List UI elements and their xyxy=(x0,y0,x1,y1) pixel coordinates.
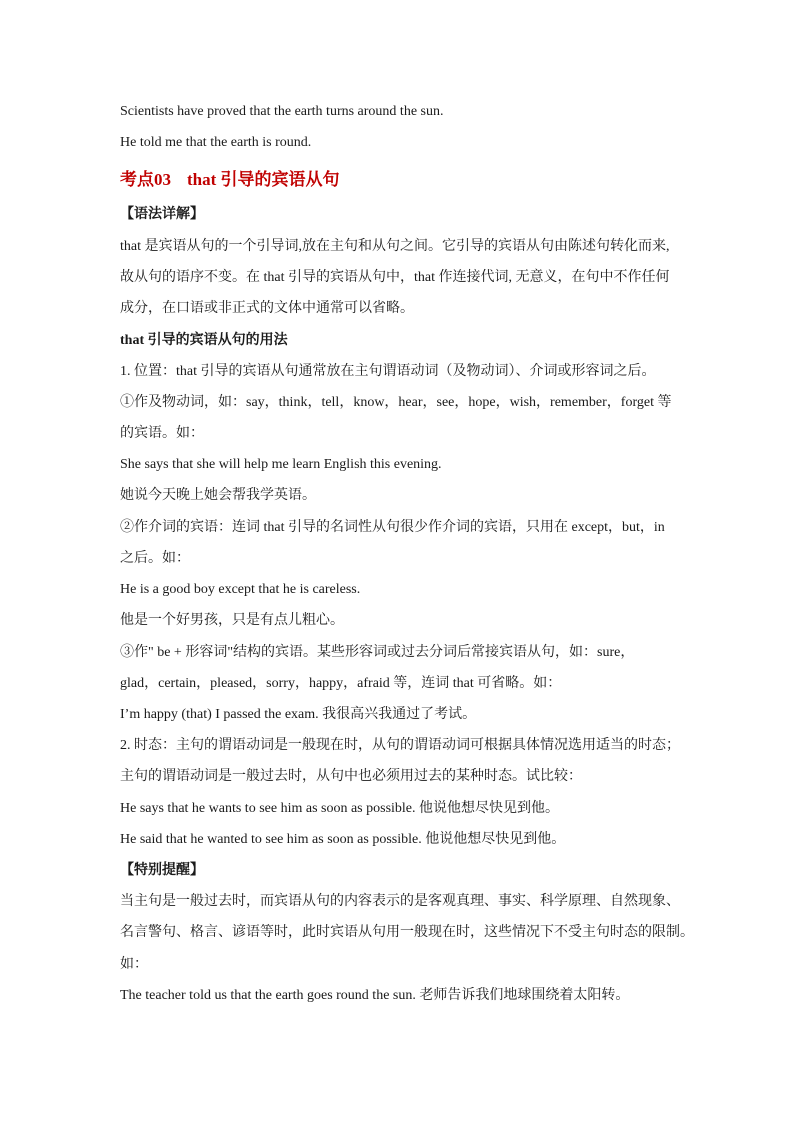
intro-paragraph-line-2: 故从句的语序不变。在 that 引导的宾语从句中，that 作连接代词, 无意义，在句中不作任何 xyxy=(120,270,670,285)
usage-heading: that 引导的宾语从句的用法 xyxy=(120,333,288,348)
section-number: 考点03 xyxy=(120,170,171,189)
reminder-line-3: 如： xyxy=(120,957,148,972)
reminder-line-2: 名言警句、格言、谚语等时，此时宾语从句用一般现在时，这些情况下不受主句时态的限制。 xyxy=(120,925,694,940)
example5: He said that he wanted to see him as soon as possible. 他说他想尽快见到他。 xyxy=(120,832,566,847)
intro-paragraph-line-3: 成分，在口语或非正式的文体中通常可以省略。 xyxy=(120,301,414,316)
example1-english: She says that she will help me learn English this evening. xyxy=(120,457,442,472)
case1-line-1: ①作及物动词，如：say，think，tell，know，hear，see，hope，wish，remember，forget 等 xyxy=(120,395,672,410)
section-title-text: that 引导的宾语从句 xyxy=(187,170,340,189)
case3-line-1: ③作" be + 形容词"结构的宾语。某些形容词或过去分词后常接宾语从句，如：sure， xyxy=(120,645,635,660)
case2-line-1: ②作介词的宾语：连词 that 引导的名词性从句很少作介词的宾语，只用在 except，but，in xyxy=(120,520,665,535)
section-title xyxy=(120,168,674,192)
example6: The teacher told us that the earth goes round the sun. 老师告诉我们地球围绕着太阳转。 xyxy=(120,988,630,1003)
reminder-line-1: 当主句是一般过去时，而宾语从句的内容表示的是客观真理、事实、科学原理、自然现象、 xyxy=(120,894,680,909)
example4: He says that he wants to see him as soon as possible. 他说他想尽快见到他。 xyxy=(120,801,560,816)
example1-chinese: 她说今天晚上她会帮我学英语。 xyxy=(120,488,316,503)
case3-line-2: glad，certain，pleased，sorry，happy，afraid 等，连词 that 可省略。如： xyxy=(120,676,562,691)
position-rule: 1. 位置：that 引导的宾语从句通常放在主句谓语动词（及物动词）、介词或形容词之后。 xyxy=(120,364,656,379)
special-reminder-heading: 【特别提醒】 xyxy=(120,863,204,878)
intro-paragraph-line-1: that 是宾语从句的一个引导词,放在主句和从句之间。它引导的宾语从句由陈述句转化而来, xyxy=(120,239,670,254)
tense-rule-line-1: 2. 时态：主句的谓语动词是一般现在时，从句的谓语动词可根据具体情况选用适当的时态； xyxy=(120,738,680,753)
example-sentence-earth-round: He told me that the earth is round. xyxy=(120,135,312,150)
example-sentence-scientists: Scientists have proved that the earth turns around the sun. xyxy=(120,104,444,119)
case2-line-2: 之后。如： xyxy=(120,551,190,566)
tense-rule-line-2: 主句的谓语动词是一般过去时，从句中也必须用过去的某种时态。试比较： xyxy=(120,769,582,784)
example2-english: He is a good boy except that he is careless. xyxy=(120,582,361,597)
example2-chinese: 他是一个好男孩，只是有点儿粗心。 xyxy=(120,613,344,628)
grammar-detail-heading: 【语法详解】 xyxy=(120,207,204,222)
case1-line-2: 的宾语。如： xyxy=(120,426,204,441)
example3: I’m happy (that) I passed the exam. 我很高兴我通过了考试。 xyxy=(120,707,477,722)
